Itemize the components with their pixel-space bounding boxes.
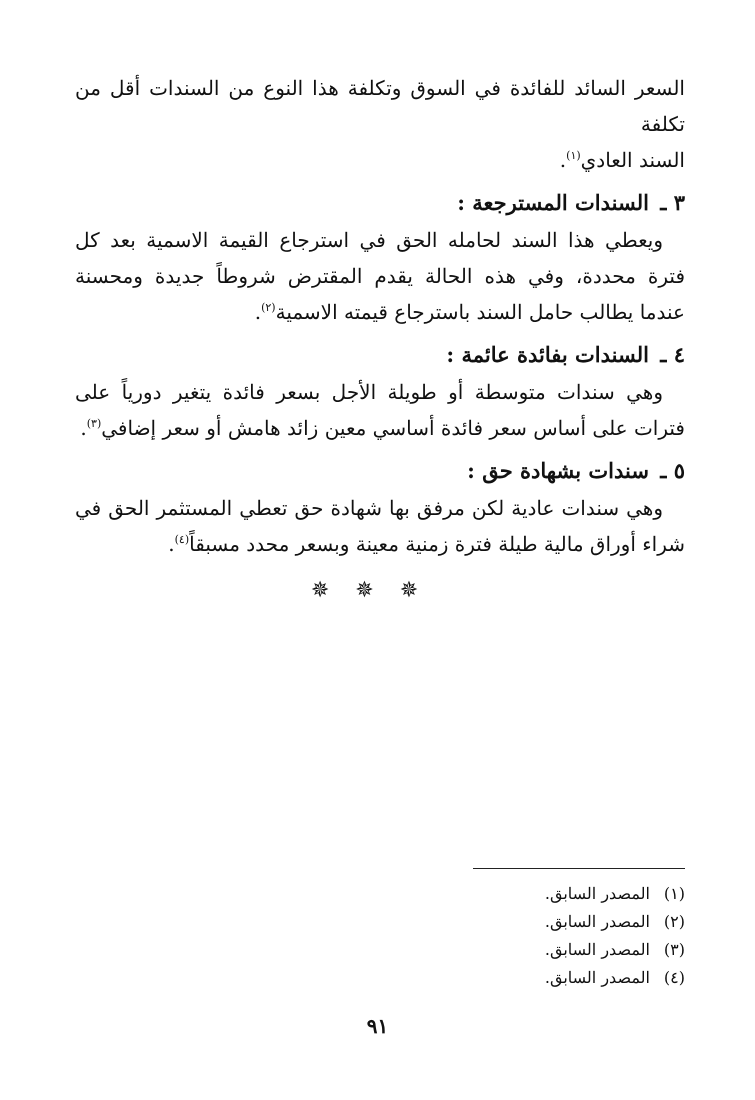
footnote-item xyxy=(545,880,685,908)
section-3-end: . xyxy=(254,300,262,324)
footnote-number: (٣) xyxy=(663,940,685,959)
footnotes-list xyxy=(545,880,685,992)
section-5-number: ٥ ـ xyxy=(660,458,685,483)
section-5-end: . xyxy=(168,532,175,556)
section-3-number: ٣ ـ xyxy=(660,190,685,215)
intro-line-1: السعر السائد للفائدة في السوق وتكلفة هذا النوع من السندات أقل من تكلفة xyxy=(75,76,685,136)
section-4-paragraph xyxy=(75,374,685,446)
section-4-title: السندات بفائدة عائمة : xyxy=(446,342,649,367)
footnote-text: المصدر السابق. xyxy=(544,912,650,931)
footnote-text: المصدر السابق. xyxy=(544,940,650,959)
footnote-number: (١) xyxy=(663,884,685,903)
page-body xyxy=(75,70,685,562)
footnote-text: المصدر السابق. xyxy=(544,884,650,903)
footnote-ref-1: (١) xyxy=(566,149,581,162)
section-4-heading xyxy=(75,338,685,372)
section-5-heading xyxy=(75,454,685,488)
section-4-end: . xyxy=(80,416,87,440)
footnote-number: (٤) xyxy=(663,968,685,987)
footnote-text: المصدر السابق. xyxy=(544,968,650,987)
footnote-ref-2: (٢) xyxy=(261,301,276,314)
footnote-item xyxy=(545,908,685,936)
paragraph-intro xyxy=(75,70,685,178)
footnote-number: (٢) xyxy=(663,912,685,931)
section-3-paragraph xyxy=(75,222,685,330)
section-5-text: وهي سندات عادية لكن مرفق بها شهادة حق تعطي المستثمر الحق في شراء أوراق مالية طيلة فترة زمنية معينة وبسعر محدد مسبقاً xyxy=(75,496,685,556)
footnote-divider xyxy=(473,868,685,869)
section-5-title: سندات بشهادة حق : xyxy=(467,458,649,483)
section-3-title: السندات المسترجعة : xyxy=(457,190,649,215)
footnote-item xyxy=(545,936,685,964)
section-3-heading xyxy=(75,186,685,220)
intro-line-2: السند العادي xyxy=(580,148,685,172)
footnote-ref-3: (٣) xyxy=(86,417,102,430)
intro-end: . xyxy=(559,148,567,172)
section-separator-stars: ✵✵✵ xyxy=(310,578,445,603)
section-4-number: ٤ ـ xyxy=(660,342,685,367)
footnote-item xyxy=(545,964,685,992)
section-3-text: ويعطي هذا السند لحامله الحق في استرجاع القيمة الاسمية بعد كل فترة محددة، وفي هذه الحالة يقدم المقترض شروطاً جديدة ومحسنة عندما يطالب حامل السند باسترجاع قيمته الاسمية xyxy=(75,228,686,324)
section-5-paragraph xyxy=(75,490,685,562)
footnote-ref-4: (٤) xyxy=(174,533,190,546)
page-number: ٩١ xyxy=(366,1014,389,1038)
section-4-text: وهي سندات متوسطة أو طويلة الأجل بسعر فائدة يتغير دورياً على فترات على أساس سعر فائدة أساسي معين زائد هامش أو سعر إضافي xyxy=(75,380,685,440)
